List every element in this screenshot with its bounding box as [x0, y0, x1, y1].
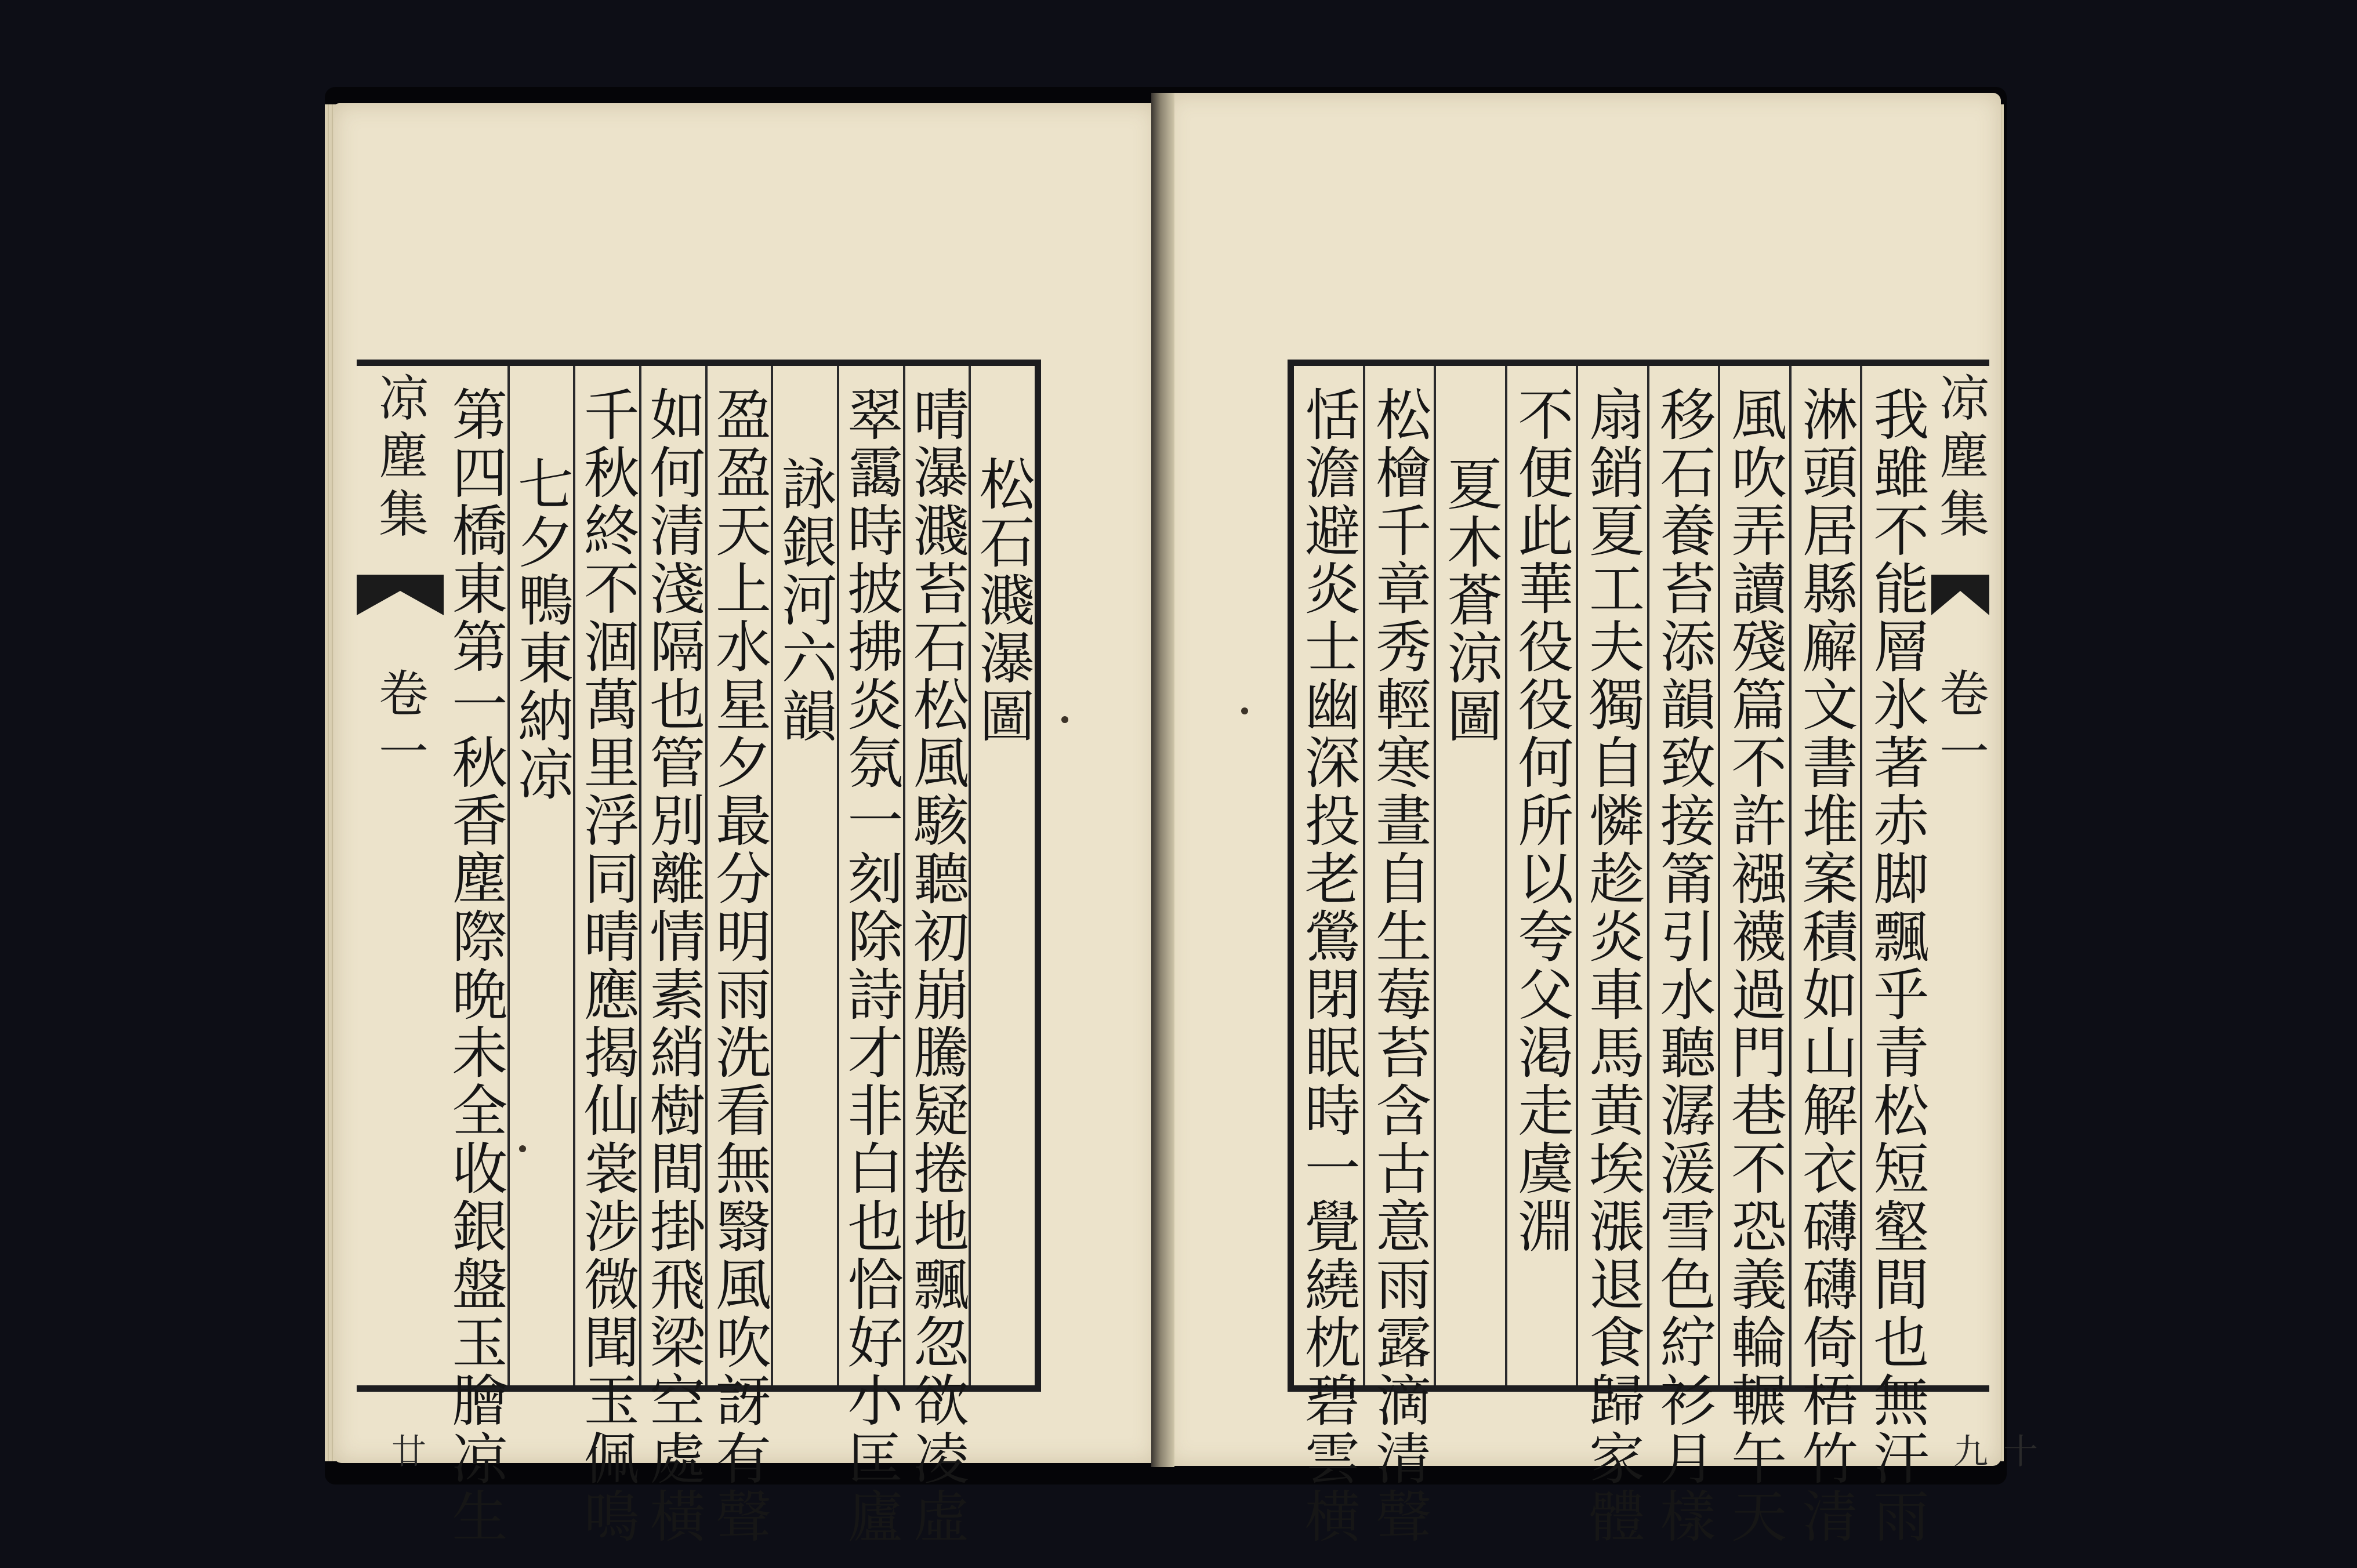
text-column: 詠銀河六韻: [771, 366, 837, 1385]
text-column: 扇銷夏工夫獨自憐趁炎車馬黄埃漲退食歸家體: [1576, 366, 1647, 1385]
text-column: 風吹弄讀殘篇不許襁襪過門巷不恐義輪輾午天: [1718, 366, 1789, 1385]
left-columns: [443, 366, 1036, 1545]
right-hanashira: [1931, 360, 2038, 1468]
text-column: 第四橋東第一秋香塵際晩未全收銀盤玉膾凉生: [443, 386, 508, 1545]
text-column: 我雖不能層氷著赤脚飄乎青松短壑間也無汗雨: [1860, 366, 1931, 1385]
ink-blemish: [519, 1145, 526, 1152]
text-column: 翠靄時披拂炎氛一刻除詩才非白也恰好小匡廬: [837, 366, 903, 1385]
right-page-number: 十九: [1948, 1433, 2038, 1468]
right-header-title: 凉塵集: [1931, 372, 1989, 546]
left-text-frame: [443, 360, 1041, 1545]
text-column: 盈盈天上水星夕最分明雨洗看無翳風吹訝有聲: [705, 366, 771, 1385]
right-volume: 卷一: [1931, 667, 1989, 783]
ink-blemish: [1241, 707, 1248, 714]
left-page-number: 廿: [386, 1433, 426, 1468]
text-column: 千秋終不涸萬里浮同晴應揭仙裳涉微聞玉佩鳴: [573, 366, 639, 1385]
left-hanashira: [357, 360, 444, 1468]
text-column: 夏木蒼涼圖: [1434, 366, 1505, 1385]
book-gutter: [1151, 93, 1174, 1467]
text-column: 晴瀑濺苔石松風駭聽初崩騰疑捲地飄忽欲凌虛: [903, 366, 969, 1385]
right-text-frame: [1288, 360, 1931, 1545]
text-column: 如何清淺隔也管別離情素綃樹間掛飛梁空處橫: [639, 366, 705, 1385]
text-column: 七夕鴨東納凉: [507, 366, 574, 1385]
text-column: 松石濺瀑圖: [969, 366, 1035, 1385]
right-columns: [1294, 366, 1931, 1545]
text-column: 松檜千章秀輕寒晝自生莓苔含古意雨露滴清聲: [1363, 366, 1434, 1385]
text-column: 恬澹避炎士幽深投老鶯閉眠時一覺繞枕碧雲横: [1296, 386, 1361, 1545]
fish-tail-ornament: [1931, 575, 1989, 615]
text-column: 移石養苔添韻致接筩引水聽潺湲雪色紵衫月樣: [1647, 366, 1718, 1385]
left-header-title: 凉塵集: [370, 372, 428, 546]
left-volume: 卷一: [370, 667, 428, 783]
ink-blemish: [1061, 716, 1068, 723]
fish-tail-ornament: [357, 575, 444, 615]
text-column: 不便此華役役何所以夸父渇走虞淵: [1505, 366, 1576, 1385]
text-column: 淋頭居縣廨文書堆案積如山解衣礴礴倚梧竹清: [1789, 366, 1861, 1385]
